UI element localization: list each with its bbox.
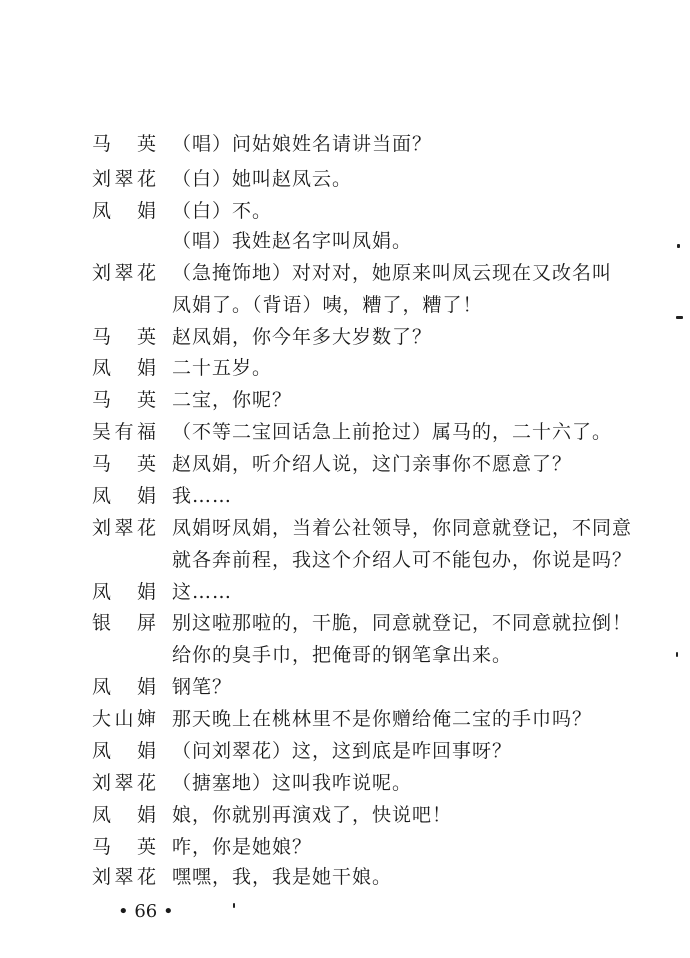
speaker-name: 大山婶 bbox=[92, 708, 156, 730]
page-number: • 66 • bbox=[118, 901, 174, 922]
speech-text: 凤娟了。（背语）咦，糟了，糟了！ bbox=[172, 294, 483, 316]
script-line bbox=[92, 577, 652, 607]
scan-speck bbox=[676, 316, 683, 319]
speech-text: 就各奔前程，我这个介绍人可不能包办，你说是吗？ bbox=[172, 549, 633, 571]
speech-text: 娘，你就别再演戏了，快说吧！ bbox=[172, 804, 453, 826]
speaker-name: 刘翠花 bbox=[92, 262, 156, 284]
speaker-name: 马 英 bbox=[92, 326, 156, 348]
speaker-name: 马 英 bbox=[92, 453, 156, 475]
speaker-name: 凤 娟 bbox=[92, 804, 156, 826]
script-line bbox=[92, 353, 652, 383]
speech-text: （不等二宝回话急上前抢过）属马的，二十六了。 bbox=[172, 421, 613, 443]
speech-text: 钢笔？ bbox=[172, 676, 233, 698]
scan-speck bbox=[676, 652, 678, 657]
speech-text: 别这啦那啦的，干脆，同意就登记，不同意就拉倒！ bbox=[172, 612, 633, 634]
speech-text: 赵凤娟，你今年多大岁数了？ bbox=[172, 326, 433, 348]
speaker-name: 凤 娟 bbox=[92, 740, 156, 762]
speech-text: 给你的臭手巾，把俺哥的钢笔拿出来。 bbox=[172, 644, 513, 666]
speech-text: 咋，你是她娘？ bbox=[172, 836, 313, 858]
speech-text: 嘿嘿，我，我是她干娘。 bbox=[172, 866, 393, 888]
script-line bbox=[92, 449, 652, 479]
script-line bbox=[92, 196, 652, 226]
script-line bbox=[92, 290, 652, 320]
speaker-name: 马 英 bbox=[92, 389, 156, 411]
script-line bbox=[92, 608, 652, 638]
script-line bbox=[92, 768, 652, 798]
script-line bbox=[92, 832, 652, 862]
scan-speck bbox=[677, 244, 680, 248]
speaker-name: 凤 娟 bbox=[92, 485, 156, 507]
speaker-name: 吴有福 bbox=[92, 421, 156, 443]
speech-text: （唱）问姑娘姓名请讲当面？ bbox=[172, 133, 433, 155]
script-line bbox=[92, 129, 652, 159]
script-line bbox=[92, 640, 652, 670]
script-line bbox=[92, 322, 652, 352]
speaker-name: 凤 娟 bbox=[92, 676, 156, 698]
script-line bbox=[92, 513, 652, 543]
script-line bbox=[92, 417, 652, 447]
script-line bbox=[92, 672, 652, 702]
speech-text: 那天晚上在桃林里不是你赠给俺二宝的手巾吗？ bbox=[172, 708, 593, 730]
speaker-name: 凤 娟 bbox=[92, 581, 156, 603]
script-line bbox=[92, 258, 652, 288]
script-line bbox=[92, 226, 652, 256]
speech-text: （搪塞地）这叫我咋说呢。 bbox=[172, 772, 413, 794]
speaker-name: 凤 娟 bbox=[92, 357, 156, 379]
scan-speck bbox=[233, 903, 235, 908]
speech-text: 凤娟呀凤娟，当着公社领导，你同意就登记，不同意 bbox=[172, 517, 633, 539]
speaker-name: 刘翠花 bbox=[92, 168, 156, 190]
script-line bbox=[92, 704, 652, 734]
script-line bbox=[92, 545, 652, 575]
speaker-name: 银 屏 bbox=[92, 612, 156, 634]
speaker-name: 马 英 bbox=[92, 836, 156, 858]
script-line bbox=[92, 736, 652, 766]
speaker-name: 马 英 bbox=[92, 133, 156, 155]
speech-text: （白）她叫赵凤云。 bbox=[172, 168, 353, 190]
speech-text: 赵凤娟，听介绍人说，这门亲事你不愿意了？ bbox=[172, 453, 573, 475]
speech-text: 二十五岁。 bbox=[172, 357, 273, 379]
speech-text: 我…… bbox=[172, 485, 233, 507]
script-line bbox=[92, 385, 652, 415]
speaker-name: 凤 娟 bbox=[92, 200, 156, 222]
speech-text: （唱）我姓赵名字叫凤娟。 bbox=[172, 230, 413, 252]
speaker-name: 刘翠花 bbox=[92, 772, 156, 794]
speech-text: 二宝，你呢？ bbox=[172, 389, 293, 411]
speaker-name: 刘翠花 bbox=[92, 517, 156, 539]
speech-text: 这…… bbox=[172, 581, 233, 603]
speech-text: （急掩饰地）对对对，她原来叫凤云现在又改名叫 bbox=[172, 262, 613, 284]
speech-text: （问刘翠花）这，这到底是咋回事呀？ bbox=[172, 740, 513, 762]
script-line bbox=[92, 164, 652, 194]
script-line bbox=[92, 862, 652, 892]
script-line bbox=[92, 800, 652, 830]
speaker-name: 刘翠花 bbox=[92, 866, 156, 888]
speech-text: （白）不。 bbox=[172, 200, 273, 222]
script-line bbox=[92, 481, 652, 511]
